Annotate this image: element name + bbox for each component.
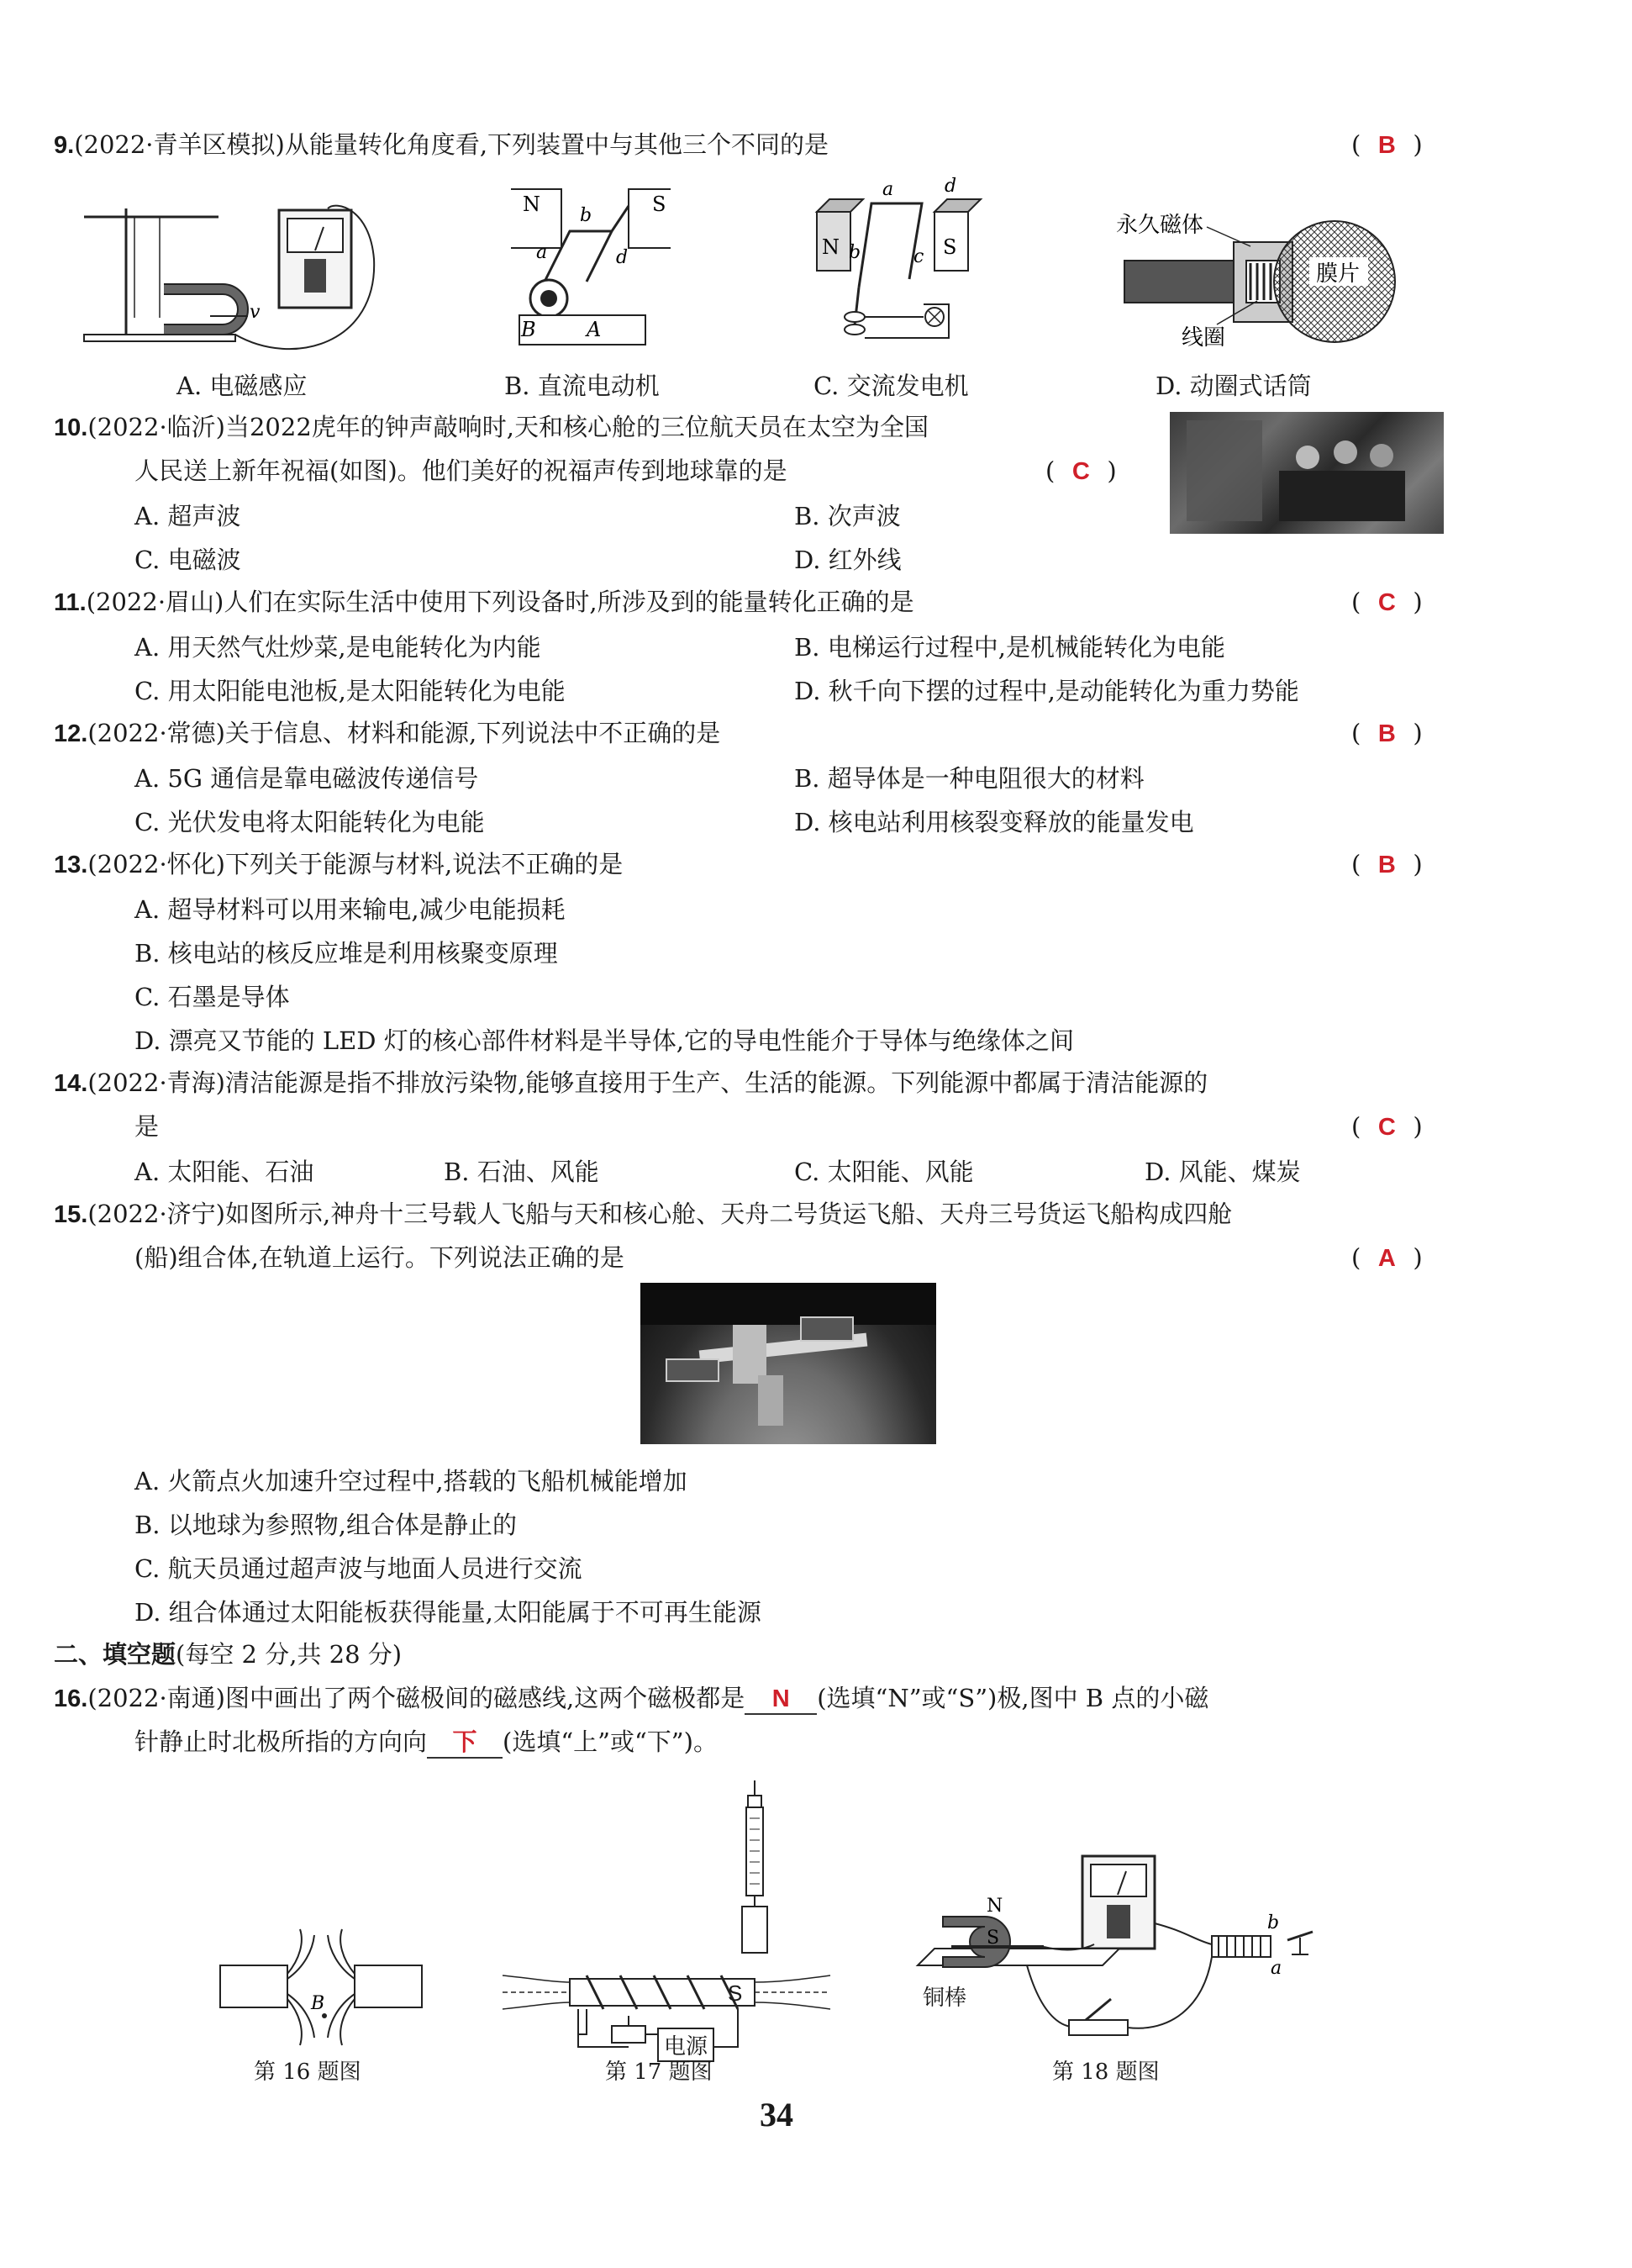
fig17-caption: 第 17 题图 [605, 2060, 713, 2085]
q9b-label-B: B [521, 318, 536, 341]
q10-stem-line2: 人民送上新年祝福(如图)。他们美好的祝福声传到地球靠的是 [134, 456, 787, 485]
q9c-label-d: d [945, 176, 957, 197]
q9-figure-d-microphone [1116, 208, 1402, 351]
q11-answer-box: ( C ) [1351, 585, 1423, 620]
q11-answer: C [1377, 589, 1396, 616]
q9-answer-box: ( B ) [1351, 128, 1423, 162]
q13-option-b: B. 核电站的核反应堆是利用核聚变原理 [134, 939, 558, 968]
q12-option-c: C. 光伏发电将太阳能转化为电能 [134, 808, 485, 836]
q9-text: (2022·青羊区模拟)从能量转化角度看,下列装置中与其他三个不同的是 [74, 130, 829, 159]
q9d-label-membrane: 膜片 [1316, 261, 1361, 287]
q15-stem-line2: (船)组合体,在轨道上运行。下列说法正确的是 [134, 1243, 624, 1272]
q9b-label-d: d [616, 247, 629, 268]
q14-option-c: C. 太阳能、风能 [794, 1158, 974, 1186]
q16-blank2: 下 [427, 1728, 503, 1759]
q14-answer-box: ( C ) [1351, 1110, 1423, 1144]
fig18-label-a: a [1271, 1958, 1282, 1979]
q9c-label-a: a [882, 179, 894, 200]
q9c-label-c: c [913, 246, 924, 267]
q13-answer-box: ( B ) [1351, 847, 1423, 882]
q9-figure-c-ac-generator [808, 178, 1002, 351]
section2-header [54, 1638, 402, 1671]
q15-space-station-photo [640, 1283, 936, 1444]
q9-option-b: B. 直流电动机 [504, 372, 660, 400]
q9-number: 9. [54, 132, 75, 159]
q15-option-d: D. 组合体通过太阳能板获得能量,太阳能属于不可再生能源 [134, 1598, 761, 1627]
fig18-generator-setup [918, 1856, 1321, 2049]
q10-option-d: D. 红外线 [794, 546, 902, 574]
q12-stem: 12.(2022·常德)关于信息、材料和能源,下列说法中不正确的是 [54, 719, 721, 747]
q9-stem [54, 128, 829, 162]
q9-option-a: A. 电磁感应 [176, 372, 308, 400]
section2-note: (每空 2 分,共 28 分) [176, 1640, 403, 1669]
q11-number: 11. [54, 589, 87, 616]
q11-option-a: A. 用天然气灶炒菜,是电能转化为内能 [134, 633, 541, 662]
q13-answer: B [1377, 852, 1396, 878]
q16-line2: 针静止时北极所指的方向向 下 (选填“上”或“下”)。 [134, 1725, 718, 1759]
q12-number: 12. [54, 720, 88, 747]
q9b-label-s: S [652, 193, 666, 216]
q15-stem-line1: 15.(2022·济宁)如图所示,神舟十三号载人飞船与天和核心舱、天舟二号货运飞船、天舟三号货运飞船构成四舱 [54, 1200, 1233, 1228]
q11-option-d: D. 秋千向下摆的过程中,是动能转化为重力势能 [794, 677, 1299, 705]
q16-line1: 16.(2022·南通)图中画出了两个磁极间的磁感线,这两个磁极都是 N (选填“N”或“S”)极,图中 B 点的小磁 [54, 1681, 1208, 1716]
q14-stem-line1: 14.(2022·青海)清洁能源是指不排放污染物,能够直接用于生产、生活的能源。下列能源中都属于清洁能源的 [54, 1068, 1208, 1097]
q9-option-c: C. 交流发电机 [813, 372, 969, 400]
q13-option-c: C. 石墨是导体 [134, 983, 290, 1011]
q9b-label-b: b [580, 205, 592, 226]
q12-option-d: D. 核电站利用核裂变释放的能量发电 [794, 808, 1194, 836]
q12-answer: B [1377, 720, 1396, 747]
q15-number: 15. [54, 1201, 88, 1228]
q15-option-a: A. 火箭点火加速升空过程中,搭载的飞船机械能增加 [134, 1467, 687, 1495]
q9-figure-b-dc-motor [503, 181, 679, 349]
q10-option-b: B. 次声波 [794, 502, 901, 530]
q10-stem-line1: 10.(2022·临沂)当2022虎年的钟声敲响时,天和核心舱的三位航天员在太空为全国 [54, 413, 929, 441]
q14-option-a: A. 太阳能、石油 [134, 1158, 314, 1186]
q14-number: 14. [54, 1070, 88, 1097]
q9c-label-b: b [849, 242, 861, 263]
q16-number: 16. [54, 1685, 88, 1712]
q9-answer: B [1377, 132, 1396, 159]
q10-option-c: C. 电磁波 [134, 546, 241, 574]
q11-option-b: B. 电梯运行过程中,是机械能转化为电能 [794, 633, 1225, 662]
q14-option-b: B. 石油、风能 [444, 1158, 599, 1186]
q14-answer: C [1377, 1114, 1396, 1141]
q15-option-b: B. 以地球为参照物,组合体是静止的 [134, 1511, 517, 1539]
q11-option-c: C. 用太阳能电池板,是太阳能转化为电能 [134, 677, 566, 705]
section2-title: 二、填空题 [54, 1640, 176, 1669]
fig16-caption: 第 16 题图 [254, 2060, 361, 2085]
q14-option-d: D. 风能、煤炭 [1145, 1158, 1301, 1186]
q13-stem: 13.(2022·怀化)下列关于能源与材料,说法不正确的是 [54, 850, 624, 878]
q15-option-c: C. 航天员通过超声波与地面人员进行交流 [134, 1554, 582, 1583]
q9c-label-n: N [822, 235, 840, 259]
fig18-caption: 第 18 题图 [1052, 2060, 1160, 2085]
q10-astronaut-photo [1170, 412, 1444, 534]
q12-answer-box: ( B ) [1351, 716, 1423, 751]
fig17-power-label: 电源 [657, 2028, 714, 2062]
q9c-label-s: S [943, 235, 957, 259]
q9b-label-a: a [536, 242, 548, 263]
q10-answer-box: ( C ) [1045, 454, 1117, 488]
q9b-label-A: A [587, 318, 602, 341]
q9-option-d: D. 动圈式话筒 [1156, 372, 1312, 400]
fig18-label-s: S [987, 1928, 1000, 1949]
fig16-label-b: B [311, 1993, 325, 2014]
q13-option-a: A. 超导材料可以用来输电,减少电能损耗 [134, 895, 566, 924]
q10-answer: C [1071, 458, 1090, 485]
q11-stem: 11.(2022·眉山)人们在实际生活中使用下列设备时,所涉及到的能量转化正确的是 [54, 588, 914, 616]
q14-stem-line2: 是 [134, 1112, 160, 1141]
fig16-magnetic-field-lines [220, 1925, 422, 2051]
q16-blank1: N [745, 1685, 817, 1715]
fig18-label-b: b [1267, 1912, 1280, 1933]
q13-option-d: D. 漂亮又节能的 LED 灯的核心部件材料是半导体,它的导电性能介于导体与绝缘体之间 [134, 1026, 1074, 1055]
page-number: 34 [760, 2096, 793, 2134]
q12-option-b: B. 超导体是一种电阻很大的材料 [794, 764, 1145, 793]
q9d-label-coil: 线圈 [1182, 325, 1226, 351]
fig17-label-s: S [728, 1981, 743, 2006]
fig17-electromagnet-spring-scale [503, 1780, 830, 2049]
fig18-copper-rod-label: 铜棒 [923, 1986, 967, 2011]
q12-option-a: A. 5G 通信是靠电磁波传递信号 [134, 764, 479, 793]
q15-answer-box: ( A ) [1351, 1241, 1423, 1275]
q9-label-v: v [250, 302, 261, 323]
q15-answer: A [1377, 1245, 1396, 1272]
q10-number: 10. [54, 414, 88, 441]
q9d-label-magnet: 永久磁体 [1116, 213, 1204, 238]
q13-number: 13. [54, 852, 88, 878]
q9-figure-a-induction [84, 192, 387, 351]
fig18-label-n: N [987, 1896, 1003, 1917]
q10-option-a: A. 超声波 [134, 502, 241, 530]
q9b-label-n: N [523, 193, 540, 216]
